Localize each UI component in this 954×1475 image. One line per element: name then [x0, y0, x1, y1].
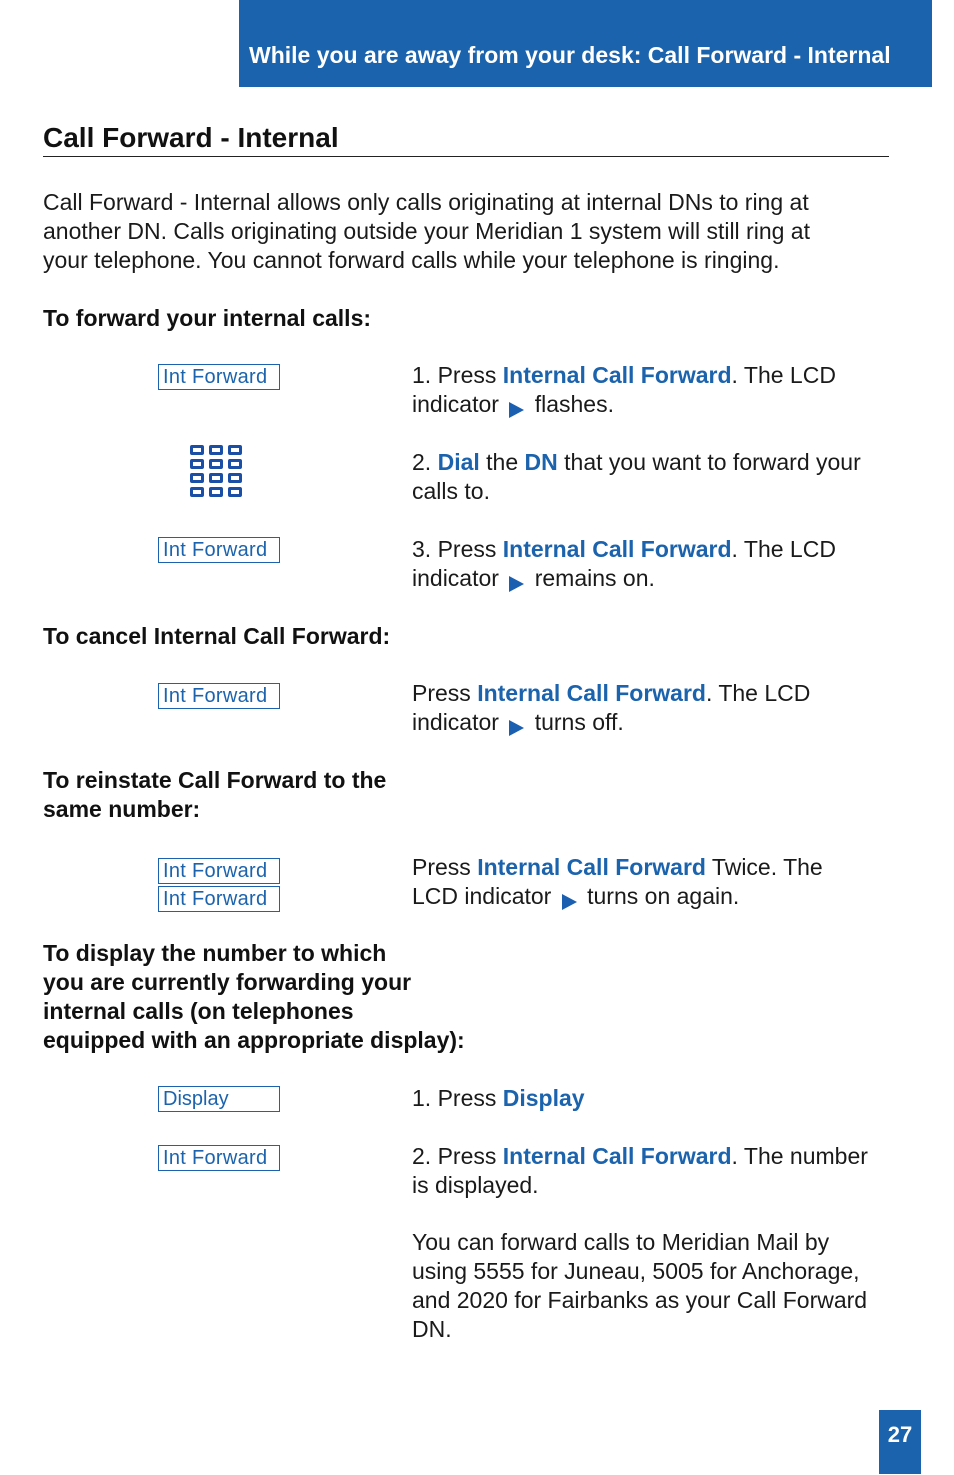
cancel-step [412, 679, 810, 737]
step-text: flashes. [534, 391, 614, 417]
page-number-box [879, 1410, 921, 1474]
internal-call-forward-link: Internal Call Forward [477, 680, 706, 706]
forward-heading: To forward your internal calls: [43, 305, 372, 331]
step-text: remains on. [534, 565, 655, 591]
forward-step-3 [412, 535, 836, 593]
forward-step-1 [412, 361, 836, 419]
display-key[interactable]: Display [158, 1086, 280, 1112]
display-step-2 [412, 1142, 868, 1200]
step-text: is displayed. [412, 1172, 539, 1198]
step-text: calls to. [412, 478, 490, 504]
intro-paragraph [43, 188, 810, 275]
step-text: 1. Press [412, 362, 503, 388]
heading-line: internal calls (on telephones [43, 998, 354, 1024]
note-line: You can forward calls to Meridian Mail by [412, 1229, 830, 1255]
note-line: using 5555 for Juneau, 5005 for Anchorage, [412, 1258, 860, 1284]
int-forward-key[interactable]: Int Forward [158, 858, 280, 884]
heading-line: To reinstate Call Forward to the [43, 767, 387, 793]
page-header-band [239, 0, 932, 87]
lcd-indicator-icon [509, 402, 524, 418]
step-text: turns off. [534, 709, 624, 735]
page-header-title: While you are away from your desk: Call Forward - Internal [249, 42, 891, 68]
step-text: . The number [731, 1143, 868, 1169]
step-text: turns on again. [587, 883, 740, 909]
step-text: indicator [412, 391, 499, 417]
step-text: . The LCD [705, 680, 811, 706]
title-rule [43, 156, 889, 157]
step-text: Press [412, 680, 478, 706]
int-forward-key[interactable]: Int Forward [158, 1145, 280, 1171]
page-number: 27 [887, 1422, 913, 1447]
int-forward-key[interactable]: Int Forward [158, 683, 280, 709]
int-forward-key[interactable]: Int Forward [158, 886, 280, 912]
forward-step-2 [412, 448, 861, 506]
step-text: indicator [412, 709, 499, 735]
meridian-mail-note [412, 1228, 867, 1344]
internal-call-forward-link: Internal Call Forward [477, 854, 706, 880]
step-text: Twice. The [705, 854, 823, 880]
int-forward-key[interactable]: Int Forward [158, 364, 280, 390]
display-link: Display [502, 1085, 585, 1111]
step-text: . The LCD [731, 536, 836, 562]
step-text: indicator [412, 565, 499, 591]
cancel-heading: To cancel Internal Call Forward: [43, 623, 391, 649]
lcd-indicator-icon [562, 894, 577, 910]
heading-line: To display the number to which [43, 940, 387, 966]
reinstate-heading [43, 766, 386, 824]
heading-line: you are currently forwarding your [43, 969, 412, 995]
lcd-indicator-icon [509, 720, 524, 736]
reinstate-step [412, 853, 823, 911]
intro-line: your telephone. You cannot forward calls while your telephone is ringing. [43, 247, 780, 273]
internal-call-forward-link: Internal Call Forward [502, 362, 732, 388]
intro-line: Call Forward - Internal allows only calls originating at internal DNs to ring at [43, 189, 809, 215]
lcd-indicator-icon [509, 576, 524, 592]
dn-link: DN [524, 449, 558, 475]
note-line: and 2020 for Fairbanks as your Call Forward [412, 1287, 868, 1313]
note-line: DN. [412, 1316, 452, 1342]
internal-call-forward-link: Internal Call Forward [502, 1143, 732, 1169]
step-text: . The LCD [731, 362, 836, 388]
intro-line: another DN. Calls originating outside your Meridian 1 system will still ring at [43, 218, 810, 244]
display-step-1 [412, 1084, 585, 1113]
heading-line: same number: [43, 796, 201, 822]
heading-line: equipped with an appropriate display): [43, 1027, 465, 1053]
step-text: the [479, 449, 525, 475]
internal-call-forward-link: Internal Call Forward [502, 536, 732, 562]
step-text: that you want to forward your [557, 449, 861, 475]
step-text: 2. [412, 449, 438, 475]
section-title: Call Forward - Internal [43, 122, 339, 153]
dial-link: Dial [437, 449, 480, 475]
int-forward-key[interactable]: Int Forward [158, 537, 280, 563]
step-text: 2. Press [412, 1143, 503, 1169]
step-text: 3. Press [412, 536, 503, 562]
dial-pad-icon [190, 445, 246, 501]
step-text: Press [412, 854, 478, 880]
display-heading [43, 939, 465, 1055]
step-text: 1. Press [412, 1085, 503, 1111]
step-text: LCD indicator [412, 883, 552, 909]
